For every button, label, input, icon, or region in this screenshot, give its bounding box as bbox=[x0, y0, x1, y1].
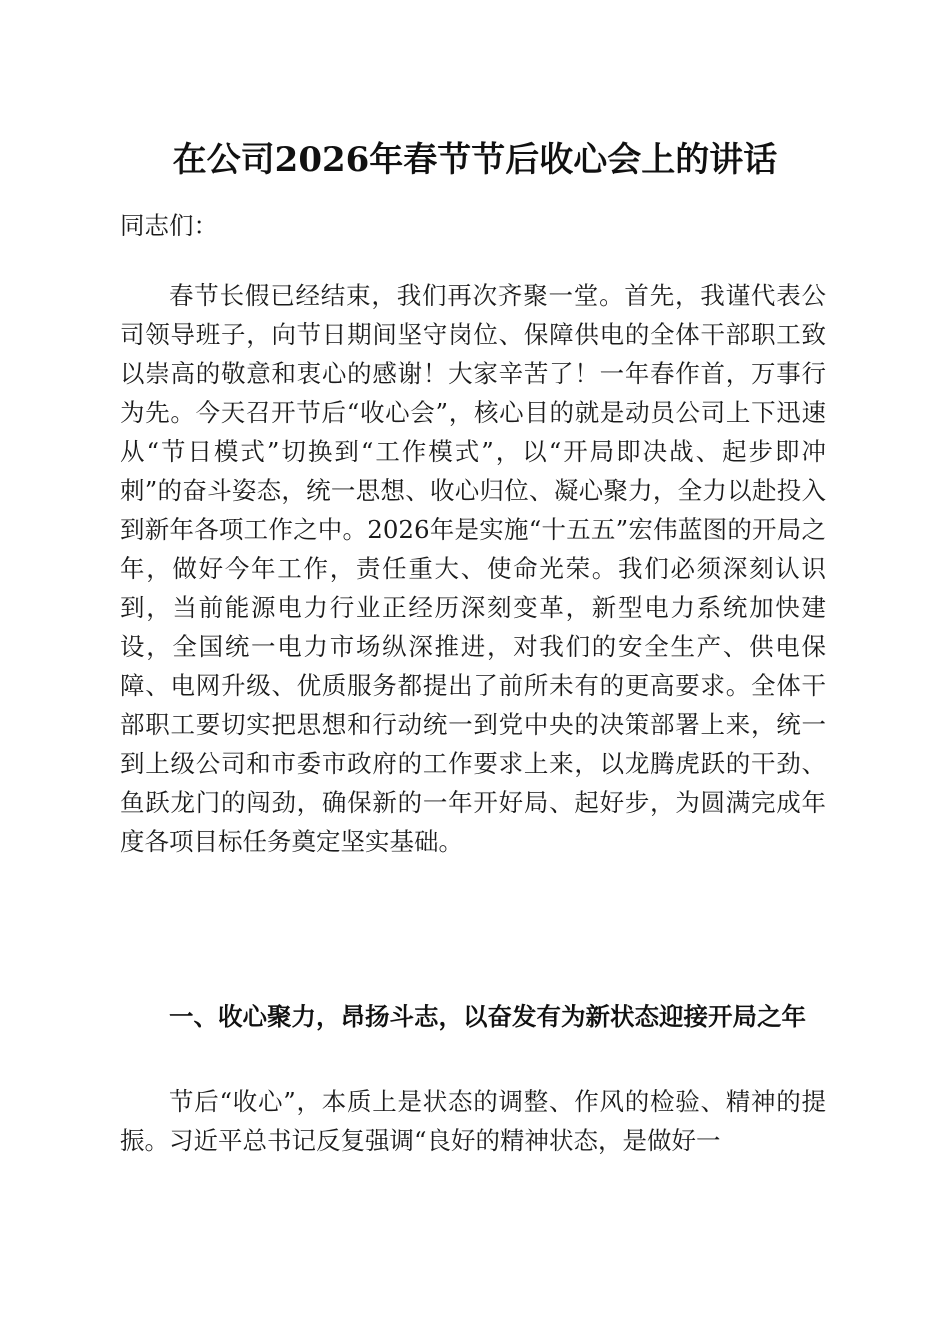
document-title: 在公司2026年春节节后收心会上的讲话 bbox=[172, 140, 778, 180]
salutation: 同志们： bbox=[120, 211, 218, 240]
paragraph-opening: 春节长假已经结束，我们再次齐聚一堂。首先，我谨代表公司领导班子，向节日期间坚守岗位、保障供电的全体干部职工致以崇高的敬意和衷心的感谢！大家辛苦了！一年春作首，万事行为先。今天召开节后“收心会”，核心目的就是动员公司上下迅速从“节日模式”切换到“工作模式”，以“开局即决战、起步即冲刺”的奋斗姿态，统一思想、收心归位、凝心聚力，全力以赴投入到新年各项工作之中。2026年是实施“十五五”宏伟蓝图的开局之年，做好今年工作，责任重大、使命光荣。我们必须深刻认识到，当前能源电力行业正经历深刻变革，新型电力系统加快建设，全国统一电力市场纵深推进，对我们的安全生产、供电保障、电网升级、优质服务都提出了前所未有的更高要求。全体干部职工要切实把思想和行动统一到党中央的决策部署上来，统一到上级公司和市委市政府的工作要求上来，以龙腾虎跃的干劲、鱼跃龙门的闯劲，确保新的一年开好局、起好步，为圆满完成年度各项目标任务奠定坚实基础。 bbox=[120, 281, 826, 856]
paragraph-section-1: 节后“收心”，本质上是状态的调整、作风的检验、精神的提振。习近平总书记反复强调“良好的精神状态，是做好一 bbox=[120, 1087, 826, 1155]
section-heading-1: 一、收心聚力，昂扬斗志，以奋发有为新状态迎接开局之年 bbox=[169, 1002, 806, 1031]
